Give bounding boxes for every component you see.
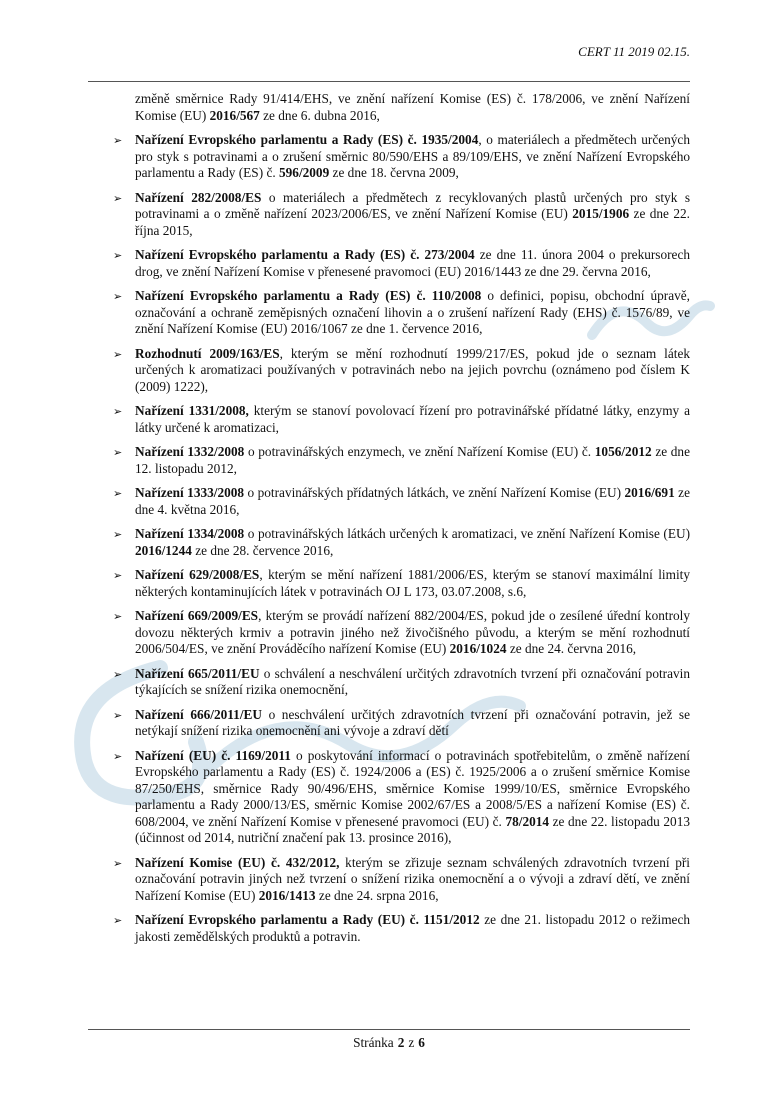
text-segment: o poskytování informací o potravinách spotřebitelům, o změně nařízení Evropského parlamentu a Rady (ES) č. 1924/2006 a (ES) č. 1925/2006 a o zrušení směrnice Komise 87/250/EHS, směrnice Rady 90/496/EHS, směrnice Komise 1999/10/ES, směrnice Evropského parlamentu a Rady 2000/13/ES, směrnic Komise 2002/67/ES a 2008/5/ES a nařízení Komise (ES) č. 608/2004, ve znění Nařízení Komise v přenesené pravomoci (EU) č. bbox=[135, 747, 691, 829]
text-segment: ze dne 4. května 2016, bbox=[135, 485, 690, 517]
bullet-arrow-icon: ➢ bbox=[113, 749, 123, 763]
list-item bbox=[113, 706, 690, 740]
text-segment: o potravinářských enzymech, ve znění Nařízení Komise (EU) č. bbox=[244, 444, 595, 459]
regulation-ref: 2016/567 bbox=[209, 107, 260, 123]
regulation-ref: 2016/1024 bbox=[449, 641, 507, 656]
document-body bbox=[113, 91, 691, 953]
list-item bbox=[113, 132, 690, 182]
regulation-ref: Nařízení 629/2008/ES bbox=[135, 567, 260, 582]
intro-paragraph bbox=[135, 91, 690, 124]
text-segment: kterým se zřizuje seznam schválených zdravotních tvrzení při označování potravin jiných než tvrzení o snížení rizika onemocnění a o vývoji a zdraví dětí, ve znění Nařízení Komise (EU) bbox=[135, 854, 690, 903]
text-segment: o neschválení určitých zdravotních tvrzení při označování potravin, jež se netýkají snížení rizika onemocnění ani vývoje a zdraví dětí bbox=[135, 706, 690, 738]
footer-of: z bbox=[408, 1035, 415, 1050]
regulation-ref: 78/2014 bbox=[505, 813, 550, 829]
list-item bbox=[113, 189, 690, 240]
regulation-ref: Nařízení 1331/2008, bbox=[135, 403, 249, 418]
text-segment: ze dne 12. listopadu 2012, bbox=[135, 444, 690, 476]
regulation-ref: 2016/1413 bbox=[258, 887, 316, 903]
regulation-ref: Nařízení 666/2011/EU bbox=[135, 706, 262, 722]
text-segment: ze dne 18. června 2009, bbox=[329, 165, 459, 180]
regulation-ref: 2016/691 bbox=[624, 485, 675, 500]
list-item bbox=[113, 912, 690, 945]
doc-code: CERT 11 2019 02.15. bbox=[578, 44, 690, 59]
item-text bbox=[135, 666, 690, 699]
header-rule bbox=[88, 81, 690, 82]
item-text bbox=[135, 608, 690, 658]
list-item bbox=[113, 288, 690, 338]
regulation-ref: Nařízení 282/2008/ES bbox=[135, 189, 262, 205]
footer-total-pages: 6 bbox=[418, 1035, 425, 1050]
item-text bbox=[135, 912, 690, 945]
page-footer bbox=[88, 1035, 690, 1051]
regulation-ref: Rozhodnutí 2009/163/ES bbox=[135, 345, 280, 361]
regulation-list bbox=[113, 132, 691, 945]
bullet-arrow-icon: ➢ bbox=[113, 856, 123, 870]
list-item bbox=[113, 485, 690, 518]
bullet-arrow-icon: ➢ bbox=[113, 249, 123, 262]
text-segment: , kterým se mění rozhodnutí 1999/217/ES, pokud jde o seznam látek určených k aromatizaci používaných v potravinách nebo na jejich povrchu (oznámeno pod číslem K (2009) 1222), bbox=[135, 345, 690, 394]
regulation-ref: Nařízení 665/2011/EU bbox=[135, 665, 260, 681]
item-text bbox=[135, 855, 690, 905]
item-text bbox=[135, 190, 690, 240]
item-text bbox=[135, 707, 690, 740]
text-segment: , o materiálech a předmětech určených pro styk s potravinami a o zrušení směrnic 80/590/EHS a 89/109/EHS, ve znění Nařízení Evropského parlamentu a Rady (ES) č. bbox=[135, 132, 690, 180]
list-item bbox=[113, 444, 690, 477]
list-item bbox=[113, 608, 690, 658]
list-item bbox=[113, 345, 690, 396]
list-item bbox=[113, 567, 691, 600]
item-text bbox=[135, 444, 690, 477]
text-segment: , kterým se provádí nařízení 882/2004/ES, pokud jde o zesílené úřední kontroly dovozu některých krmiv a potravin jiného než živočišného původu, a kterým se mění rozhodnutí 2006/504/ES, ve znění Prováděcího nařízení Komise (EU) bbox=[135, 608, 690, 656]
list-item bbox=[113, 854, 690, 905]
bullet-arrow-icon: ➢ bbox=[113, 405, 123, 418]
text-segment: o schválení a neschválení určitých zdravotních tvrzení při označování potravin týkajících se snížení rizika onemocnění, bbox=[135, 665, 690, 697]
regulation-ref: Nařízení 1333/2008 bbox=[135, 485, 245, 500]
text-segment: změně směrnice Rady 91/414/EHS, ve znění nařízení Komise (ES) č. 178/2006, ve znění Nařízení Komise (EU) bbox=[135, 91, 690, 123]
regulation-ref: Nařízení 1334/2008 bbox=[135, 526, 245, 541]
item-text bbox=[135, 132, 690, 182]
footer-page-number: 2 bbox=[397, 1035, 405, 1050]
regulation-ref: 596/2009 bbox=[279, 165, 330, 180]
bullet-arrow-icon: ➢ bbox=[113, 528, 123, 541]
text-segment: o potravinářských přídatných látkách, ve znění Nařízení Komise (EU) bbox=[244, 485, 625, 500]
item-text bbox=[135, 526, 690, 559]
footer-prefix: Stránka bbox=[353, 1035, 394, 1050]
item-text bbox=[135, 748, 690, 847]
regulation-ref: Nařízení Komise (EU) č. 432/2012, bbox=[135, 854, 340, 870]
text-segment: ze dne 21. listopadu 2012 o režimech jakosti zemědělských produktů a potravin. bbox=[135, 912, 690, 944]
header bbox=[88, 44, 690, 60]
text-segment: ze dne 11. února 2004 o prekursorech drog, ve znění Nařízení Komise v přenesené pravomoci (EU) 2016/1443 ze dne 29. června 2016, bbox=[135, 247, 690, 279]
bullet-arrow-icon: ➢ bbox=[113, 347, 123, 361]
regulation-ref: Nařízení Evropského parlamentu a Rady (ES) č. 110/2008 bbox=[135, 288, 482, 303]
item-text bbox=[135, 403, 690, 436]
list-item bbox=[113, 747, 691, 847]
regulation-ref: 2016/1244 bbox=[135, 542, 192, 558]
list-item bbox=[113, 403, 690, 436]
bullet-arrow-icon: ➢ bbox=[113, 914, 123, 927]
regulation-ref: 2015/1906 bbox=[572, 206, 630, 221]
text-segment: o materiálech a předmětech z recyklovaných plastů určených pro styk s potravinami a o změně nařízení 2023/2006/ES, ve znění Nařízení Komise (EU) bbox=[135, 189, 690, 221]
regulation-ref: Nařízení Evropského parlamentu a Rady (ES) č. 1935/2004 bbox=[135, 132, 479, 147]
list-item bbox=[113, 665, 690, 699]
bullet-arrow-icon: ➢ bbox=[113, 610, 123, 623]
text-segment: o potravinářských látkách určených k aromatizaci, ve znění Nařízení Komise (EU) bbox=[244, 526, 690, 541]
bullet-arrow-icon: ➢ bbox=[113, 446, 123, 459]
bullet-arrow-icon: ➢ bbox=[113, 191, 123, 205]
regulation-ref: Nařízení 1332/2008 bbox=[135, 444, 245, 459]
text-segment: , kterým se mění nařízení 1881/2006/ES, kterým se stanoví maximální limity některých kontaminujících látek v potravinách OJ L 173, 03.07.2008, s.6, bbox=[135, 567, 691, 599]
item-text bbox=[135, 567, 690, 600]
bullet-arrow-icon: ➢ bbox=[113, 290, 123, 303]
text-segment: ze dne 24. června 2016, bbox=[506, 641, 637, 656]
regulation-ref: Nařízení (EU) č. 1169/2011 bbox=[135, 747, 291, 763]
regulation-ref: Nařízení 669/2009/ES bbox=[135, 608, 259, 623]
regulation-ref: Nařízení Evropského parlamentu a Rady (ES) č. 273/2004 bbox=[135, 247, 475, 262]
footer-rule bbox=[88, 1029, 690, 1030]
bullet-arrow-icon: ➢ bbox=[113, 569, 123, 582]
text-segment: ze dne 22. listopadu 2013 (účinnost od 2014, nutriční značení pak 13. prosince 2016), bbox=[135, 813, 690, 845]
item-text bbox=[135, 485, 690, 518]
list-item bbox=[113, 526, 690, 559]
text-segment: ze dne 28. července 2016, bbox=[191, 542, 334, 558]
item-text bbox=[135, 346, 690, 396]
bullet-arrow-icon: ➢ bbox=[113, 487, 123, 500]
bullet-arrow-icon: ➢ bbox=[113, 134, 123, 147]
bullet-arrow-icon: ➢ bbox=[113, 708, 123, 722]
text-segment: o definici, popisu, obchodní úpravě, označování a ochraně zeměpisných označení lihovin a o zrušení nařízení Rady (EHS) č. 1576/89, ve znění Nařízení Komise (EU) 2016/1067 ze dne 1. července 2016, bbox=[135, 288, 690, 336]
bullet-arrow-icon: ➢ bbox=[113, 667, 123, 681]
list-item bbox=[113, 247, 690, 280]
regulation-ref: Nařízení Evropského parlamentu a Rady (EU) č. 1151/2012 bbox=[135, 912, 480, 927]
text-segment: ze dne 6. dubna 2016, bbox=[259, 107, 380, 123]
text-segment: ze dne 22. října 2015, bbox=[135, 206, 690, 238]
text-segment: kterým se stanoví povolovací řízení pro potravinářské přídatné látky, enzymy a látky určené k aromatizaci, bbox=[135, 403, 690, 435]
item-text bbox=[135, 247, 690, 280]
item-text bbox=[135, 288, 690, 338]
regulation-ref: 1056/2012 bbox=[594, 444, 652, 459]
text-segment: ze dne 24. srpna 2016, bbox=[315, 887, 439, 903]
